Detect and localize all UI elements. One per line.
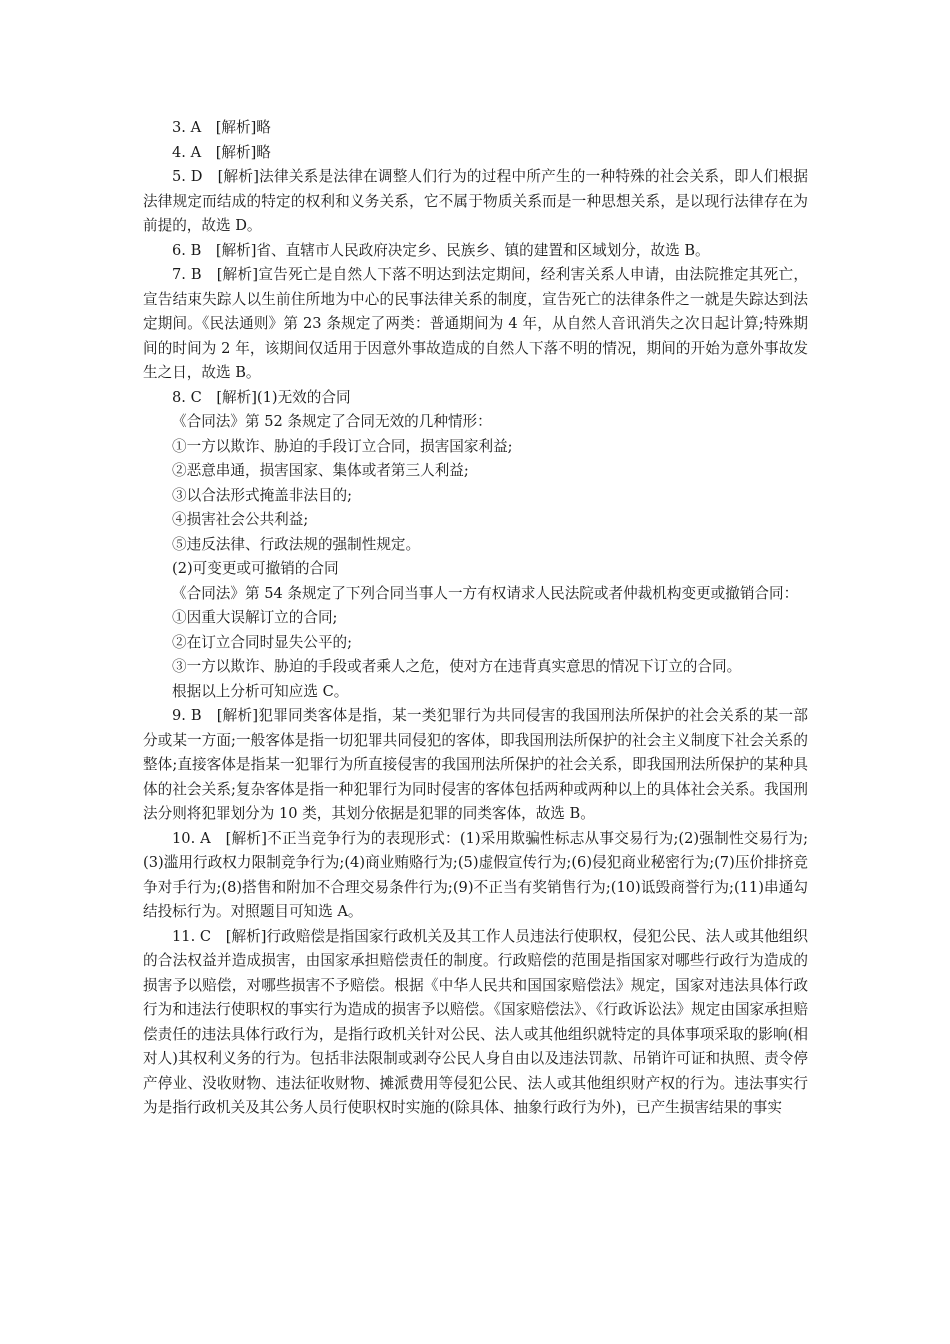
answer-8-article-52: 《合同法》第 52 条规定了合同无效的几种情形：	[172, 413, 492, 430]
answer-8-item: ④损害社会公共利益;	[172, 511, 309, 528]
answer-6: 6. B [解析]省、直辖市人民政府决定乡、民族乡、镇的建置和区域划分，故选 B。	[172, 241, 710, 259]
answer-8-item: ③一方以欺诈、胁迫的手段或者乘人之危，使对方在违背真实意思的情况下订立的合同。	[172, 658, 742, 675]
answer-3: 3. A [解析]略	[172, 119, 271, 136]
answer-4: 4. A [解析]略	[172, 143, 271, 161]
answer-8-item: ⑤违反法律、行政法规的强制性规定。	[172, 535, 421, 553]
answer-10: 10. A [解析]不正当竞争行为的表现形式：(1)采用欺骗性标志从事交易行为;(2)强制性交易行为;(3)滥用行政权力限制竞争行为;(4)商业贿赂行为;(5)虚假宣传行为;(6)侵犯商业秘密行为;(7)压价排挤竞争对手行为;(8)搭售和附加不合理交易条件行为;(9)不正当有奖销售行为;(10)诋毁商誉行为;(11)串通勾结投标行为。对照题目可知选 A。	[143, 829, 808, 920]
answer-8-item: ①因重大误解订立的合同;	[172, 609, 338, 626]
document-body	[143, 116, 808, 1121]
answer-8-item: ②在订立合同时显失公平的;	[172, 633, 353, 651]
answer-8-item: ②恶意串通，损害国家、集体或者第三人利益;	[172, 462, 469, 479]
answer-9: 9. B [解析]犯罪同类客体是指，某一类犯罪行为共同侵害的我国刑法所保护的社会关系的某一部分或某一方面;一般客体是指一切犯罪共同侵犯的客体，即我国刑法所保护的社会主义制度下社会关系的整体;直接客体是指某一犯罪行为所直接侵害的我国刑法所保护的社会关系，即我国刑法所保护的某种具体的社会关系;复杂客体是指一种犯罪行为同时侵害的客体包括两种或两种以上的具体社会关系。我国刑法分则将犯罪划分为 10 类，其划分依据是犯罪的同类客体，故选 B。	[143, 707, 808, 822]
answer-8: 8. C [解析](1)无效的合同	[172, 388, 351, 406]
answer-8-subheading: (2)可变更或可撤销的合同	[172, 560, 339, 577]
answer-11: 11. C [解析]行政赔偿是指国家行政机关及其工作人员违法行使职权，侵犯公民、法人或其他组织的合法权益并造成损害，由国家承担赔偿责任的制度。行政赔偿的范围是指国家对哪些行政行为造成的损害予以赔偿，对哪些损害不予赔偿。根据《中华人民共和国国家赔偿法》规定，国家对违法具体行政行为和违法行使职权的事实行为造成的损害予以赔偿。《国家赔偿法》、《行政诉讼法》规定由国家承担赔偿责任的违法具体行政行为，是指行政机关针对公民、法人或其他组织就特定的具体事项采取的影响(相对人)其权利义务的行为。包括非法限制或剥夺公民人身自由以及违法罚款、吊销许可证和执照、责令停产停业、没收财物、违法征收财物、摊派费用等侵犯公民、法人或其他组织财产权的行为。违法事实行为是指行政机关及其公务人员行使职权时实施的(除具体、抽象行政行为外)，已产生损害结果的事实	[143, 927, 808, 1116]
answer-8-conclusion: 根据以上分析可知应选 C。	[172, 682, 349, 700]
answer-8-item: ③以合法形式掩盖非法目的;	[172, 486, 353, 504]
answer-8-article-54: 《合同法》第 54 条规定了下列合同当事人一方有权请求人民法院或者仲裁机构变更或撤销合同：	[172, 584, 799, 602]
answer-8-item: ①一方以欺诈、胁迫的手段订立合同，损害国家利益;	[172, 437, 513, 455]
answer-7: 7. B [解析]宣告死亡是自然人下落不明达到法定期间，经利害关系人申请，由法院推定其死亡，宣告结束失踪人以生前住所地为中心的民事法律关系的制度，宣告死亡的法律条件之一就是失踪达到法定期间。《民法通则》第 23 条规定了两类：普通期间为 4 年，从自然人音讯消失之次日起计算;特殊期间的时间为 2 年，该期间仅适用于因意外事故造成的自然人下落不明的情况，期间的开始为意外事故发生之日，故选 B。	[143, 266, 808, 381]
answer-5: 5. D [解析]法律关系是法律在调整人们行为的过程中所产生的一种特殊的社会关系，即人们根据法律规定而结成的特定的权利和义务关系，它不属于物质关系而是一种思想关系，是以现行法律存在为前提的，故选 D。	[143, 168, 808, 234]
